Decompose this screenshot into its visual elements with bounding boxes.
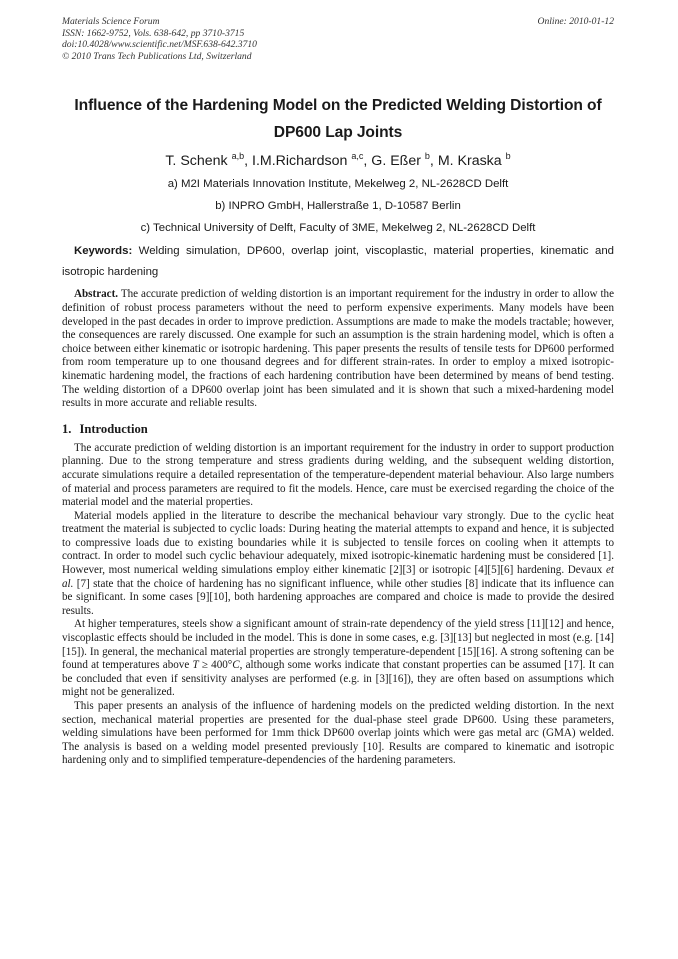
author-separator: , <box>363 153 372 170</box>
journal-name: Materials Science Forum <box>62 16 160 27</box>
affiliation-c: c) Technical University of Delft, Faculty of 3ME, Mekelweg 2, NL-2628CD Delft <box>140 222 536 235</box>
intro-paragraph-3 <box>62 618 614 700</box>
et-al: et al. <box>62 564 614 590</box>
paragraph-text: [7] state that the choice of hardening has no significant influence, while other studies [8] indicate that its influence can be significant. In some cases [9][10], both hardening approaches are compared and choice is made to provide the desired results. <box>62 577 614 617</box>
author-name: M. Kraska <box>437 153 502 170</box>
doi-line: doi:10.4028/www.scientific.net/MSF.638-642.3710 <box>62 39 257 51</box>
keywords-text: Welding simulation, DP600, overlap joint, viscoplastic, material properties, kinematic and isotropic hardening <box>62 245 614 278</box>
abstract-text: The accurate prediction of welding distortion is an important requirement for the industry in order to allow the definition of robust process parameters without the need to perform expensive experiments. Many models have been developed in the past decades in order to improve prediction. Assumptions are made to make the models tractable; however, the consequences are rarely discussed. One example for such an assumption is the strain hardening model, which is often a choice between either kinematic or isotropic hardening. This paper presents the results of tensile tests for DP600 performed from room temperature up to one thousand degrees and for different strain-rates. In order to employ a mixed isotropic-kinematic hardening model, the fractions of each hardening contribution have been determined by means of bend testing. The welding distortion of a DP600 overlap joint has been simulated and it is shown that such a mixed-hardening model results in more accurate and reliable results. <box>62 288 615 410</box>
math-unit: C <box>232 659 240 672</box>
issn-line: ISSN: 1662-9752, Vols. 638-642, pp 3710-3715 <box>62 27 245 39</box>
paragraph-text: , although some works indicate that constant properties can be assumed [17]. It can be concluded that even if sensitivity analyses are performed (e.g. in [3][16]), they are often based on assumptions which might not be generalized. <box>62 659 614 699</box>
affiliation-b: b) INPRO GmbH, Hallerstraße 1, D-10587 Berlin <box>215 200 461 213</box>
intro-paragraph-1: The accurate prediction of welding distortion is an important requirement for the industry in order to support production planning. Due to the strong temperature and stress gradients during welding, and the subsequent welding distortion, accurate simulations require a detailed representation of the temperature-dependent material behaviour. Also large numbers of material and process parameters are required to fit the models. Hence, care must be exercised regarding the choice of the material model and the material properties. <box>62 441 614 509</box>
math-expression: ≥ 400° <box>198 659 233 672</box>
intro-paragraph-4: This paper presents an analysis of the influence of hardening models on the predicted welding distortion. In the next section, mechanical material properties are presented for the dual-phase steel grade DP600. Using these parameters, welding simulations have been performed for 1mm thick DP600 overlap joints which were gas metal arc (GMA) welded. The analysis is based on a welding model presented previously [10]. Results are compared to kinematic and isotropic hardening only and to simplified temperature-dependencies of the hardening parameters. <box>62 700 614 767</box>
keywords-label: Keywords: <box>74 245 133 258</box>
section-heading <box>62 421 614 437</box>
paragraph-text: At higher temperatures, steels show a significant amount of strain-rate dependency of the yield stress [11][12] and hence, viscoplastic effects should be included in the model. This is done in some cases, e.g. [3][13] but neglected in most (e.g. [14][15]). In general, the mechanical material properties are strongly temperature-dependent [15][16]. A strong softening can be found at temperatures above <box>62 618 614 672</box>
math-variable: T <box>192 659 199 672</box>
author-affiliation-mark: a,b <box>231 151 245 162</box>
author-affiliation-mark: a,c <box>351 151 364 162</box>
author-separator: , <box>244 153 253 170</box>
author-separator: , <box>429 153 438 170</box>
section-title: Introduction <box>79 421 148 436</box>
author-name: T. Schenk <box>165 153 228 170</box>
keywords <box>62 241 614 282</box>
paragraph-text: Material models applied in the literature to describe the mechanical behaviour vary strongly. Due to the cyclic heat treatment the material is subjected to cyclic loads: During heating the material attempts to expand and hence, it is subjected to compressive loads due to existing boundaries while it is subjected to tensile forces on cooling when it attempts to contract. In order to model such cyclic behaviour adequately, mixed isotropic-kinematic hardening must be considered [1]. However, most numerical welding simulations employ either kinematic [2][3] or isotropic [4][5][6] hardening. Devaux <box>62 509 614 577</box>
paper-title: Influence of the Hardening Model on the Predicted Welding Distortion of DP600 Lap Joints <box>74 97 602 142</box>
author-affiliation-mark: b <box>424 151 430 162</box>
online-date: Online: 2010-01-12 <box>537 16 614 27</box>
abstract <box>62 288 614 410</box>
author-name: G. Eßer <box>371 153 421 170</box>
author-affiliation-mark: b <box>505 151 511 162</box>
intro-paragraph-2 <box>62 510 614 619</box>
author-name: I.M.Richardson <box>252 153 348 170</box>
abstract-label: Abstract. <box>74 288 119 301</box>
paper-page <box>62 16 614 768</box>
journal-header <box>62 16 614 62</box>
author-list <box>62 150 614 172</box>
affiliation-a: a) M2I Materials Innovation Institute, Mekelweg 2, NL-2628CD Delft <box>167 178 509 191</box>
section-number: 1. <box>62 421 72 436</box>
copyright-line: © 2010 Trans Tech Publications Ltd, Switzerland <box>62 50 252 62</box>
